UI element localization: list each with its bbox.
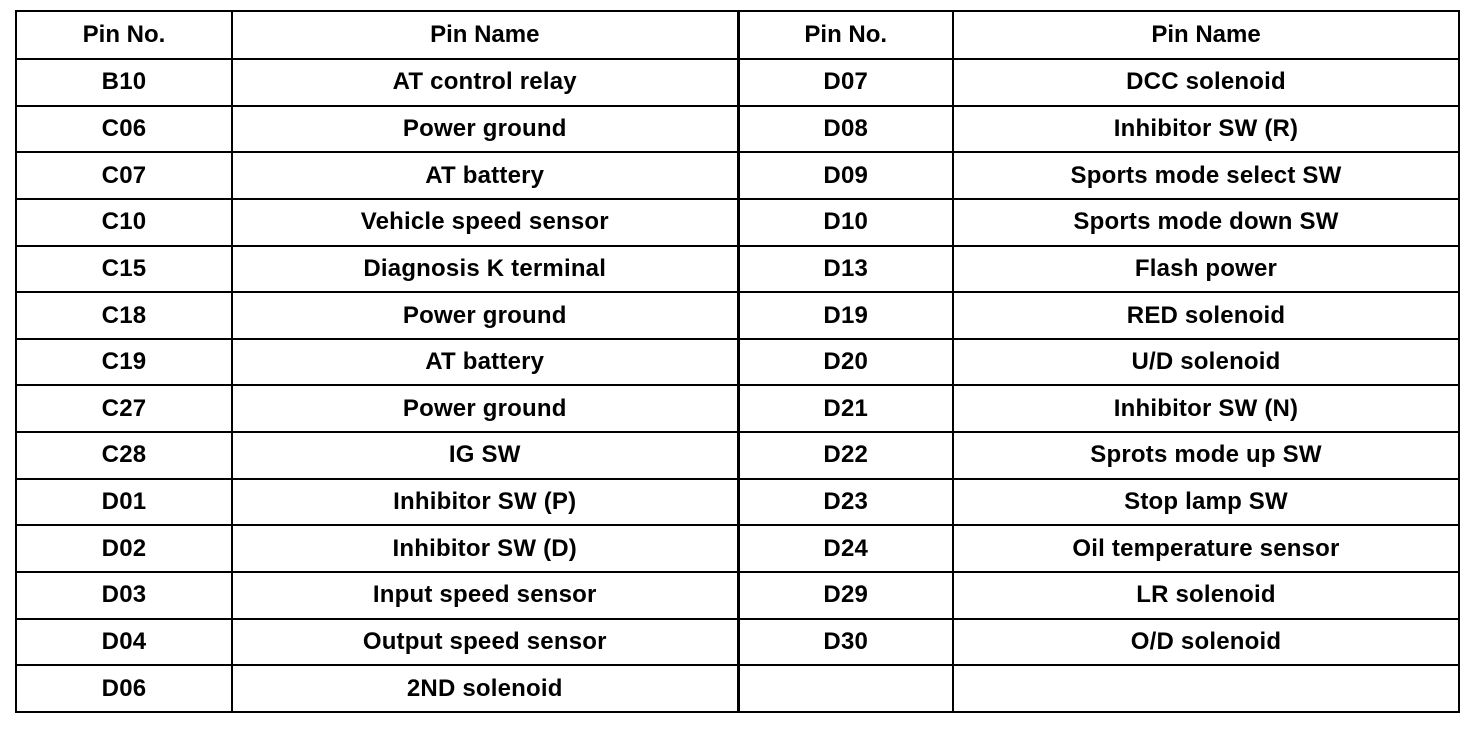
right-pin-no-cell: D09 xyxy=(738,152,953,199)
table-row xyxy=(16,665,1459,712)
table-row xyxy=(16,59,1459,106)
right-pin-no-cell: D19 xyxy=(738,292,953,339)
left-pin-name-cell: Inhibitor SW (D) xyxy=(232,525,738,572)
left-pin-no-cell: C10 xyxy=(16,199,232,246)
pin-table xyxy=(15,10,1460,713)
right-pin-name-cell: Stop lamp SW xyxy=(953,479,1459,526)
table-row xyxy=(16,479,1459,526)
left-pin-name-cell: 2ND solenoid xyxy=(232,665,738,712)
right-pin-no-cell: D13 xyxy=(738,246,953,293)
right-pin-no-cell: D20 xyxy=(738,339,953,386)
right-pin-no-cell: D07 xyxy=(738,59,953,106)
left-pin-no-cell: C06 xyxy=(16,106,232,153)
right-pin-name-cell: Inhibitor SW (N) xyxy=(953,385,1459,432)
table-header-row xyxy=(16,11,1459,59)
left-pin-no-cell: B10 xyxy=(16,59,232,106)
right-pin-name-cell: Sports mode select SW xyxy=(953,152,1459,199)
left-pin-name-cell: AT battery xyxy=(232,152,738,199)
header-right-pin-name: Pin Name xyxy=(953,11,1459,59)
header-left-pin-name: Pin Name xyxy=(232,11,738,59)
right-pin-name-cell: O/D solenoid xyxy=(953,619,1459,666)
left-pin-name-cell: Power ground xyxy=(232,292,738,339)
left-pin-no-cell: C15 xyxy=(16,246,232,293)
right-pin-name-cell: DCC solenoid xyxy=(953,59,1459,106)
right-pin-no-cell: D22 xyxy=(738,432,953,479)
table-row xyxy=(16,292,1459,339)
left-pin-no-cell: C27 xyxy=(16,385,232,432)
right-pin-name-cell: U/D solenoid xyxy=(953,339,1459,386)
left-pin-name-cell: Power ground xyxy=(232,106,738,153)
left-pin-no-cell: D01 xyxy=(16,479,232,526)
right-pin-no-cell xyxy=(738,665,953,712)
left-pin-no-cell: C28 xyxy=(16,432,232,479)
left-pin-no-cell: D02 xyxy=(16,525,232,572)
right-pin-name-cell: Sports mode down SW xyxy=(953,199,1459,246)
left-pin-no-cell: D03 xyxy=(16,572,232,619)
table-row xyxy=(16,619,1459,666)
left-pin-no-cell: C07 xyxy=(16,152,232,199)
left-pin-name-cell: Input speed sensor xyxy=(232,572,738,619)
left-pin-no-cell: C19 xyxy=(16,339,232,386)
left-pin-no-cell: C18 xyxy=(16,292,232,339)
right-pin-no-cell: D30 xyxy=(738,619,953,666)
right-pin-name-cell: LR solenoid xyxy=(953,572,1459,619)
left-pin-name-cell: AT control relay xyxy=(232,59,738,106)
left-pin-name-cell: Power ground xyxy=(232,385,738,432)
left-pin-name-cell: Inhibitor SW (P) xyxy=(232,479,738,526)
right-pin-no-cell: D08 xyxy=(738,106,953,153)
right-pin-name-cell: RED solenoid xyxy=(953,292,1459,339)
table-row xyxy=(16,525,1459,572)
right-pin-no-cell: D10 xyxy=(738,199,953,246)
left-pin-name-cell: Diagnosis K terminal xyxy=(232,246,738,293)
table-row xyxy=(16,432,1459,479)
left-pin-name-cell: IG SW xyxy=(232,432,738,479)
table-row xyxy=(16,572,1459,619)
pin-table-container xyxy=(15,10,1458,713)
right-pin-name-cell: Inhibitor SW (R) xyxy=(953,106,1459,153)
left-pin-no-cell: D04 xyxy=(16,619,232,666)
left-pin-no-cell: D06 xyxy=(16,665,232,712)
right-pin-name-cell: Flash power xyxy=(953,246,1459,293)
header-left-pin-no: Pin No. xyxy=(16,11,232,59)
right-pin-name-cell xyxy=(953,665,1459,712)
pin-table-body xyxy=(16,59,1459,712)
right-pin-name-cell: Sprots mode up SW xyxy=(953,432,1459,479)
right-pin-no-cell: D23 xyxy=(738,479,953,526)
table-row xyxy=(16,385,1459,432)
right-pin-no-cell: D29 xyxy=(738,572,953,619)
right-pin-name-cell: Oil temperature sensor xyxy=(953,525,1459,572)
table-row xyxy=(16,246,1459,293)
right-pin-no-cell: D24 xyxy=(738,525,953,572)
left-pin-name-cell: Output speed sensor xyxy=(232,619,738,666)
table-row xyxy=(16,199,1459,246)
header-right-pin-no: Pin No. xyxy=(738,11,953,59)
table-row xyxy=(16,152,1459,199)
table-row xyxy=(16,339,1459,386)
table-row xyxy=(16,106,1459,153)
left-pin-name-cell: AT battery xyxy=(232,339,738,386)
left-pin-name-cell: Vehicle speed sensor xyxy=(232,199,738,246)
right-pin-no-cell: D21 xyxy=(738,385,953,432)
